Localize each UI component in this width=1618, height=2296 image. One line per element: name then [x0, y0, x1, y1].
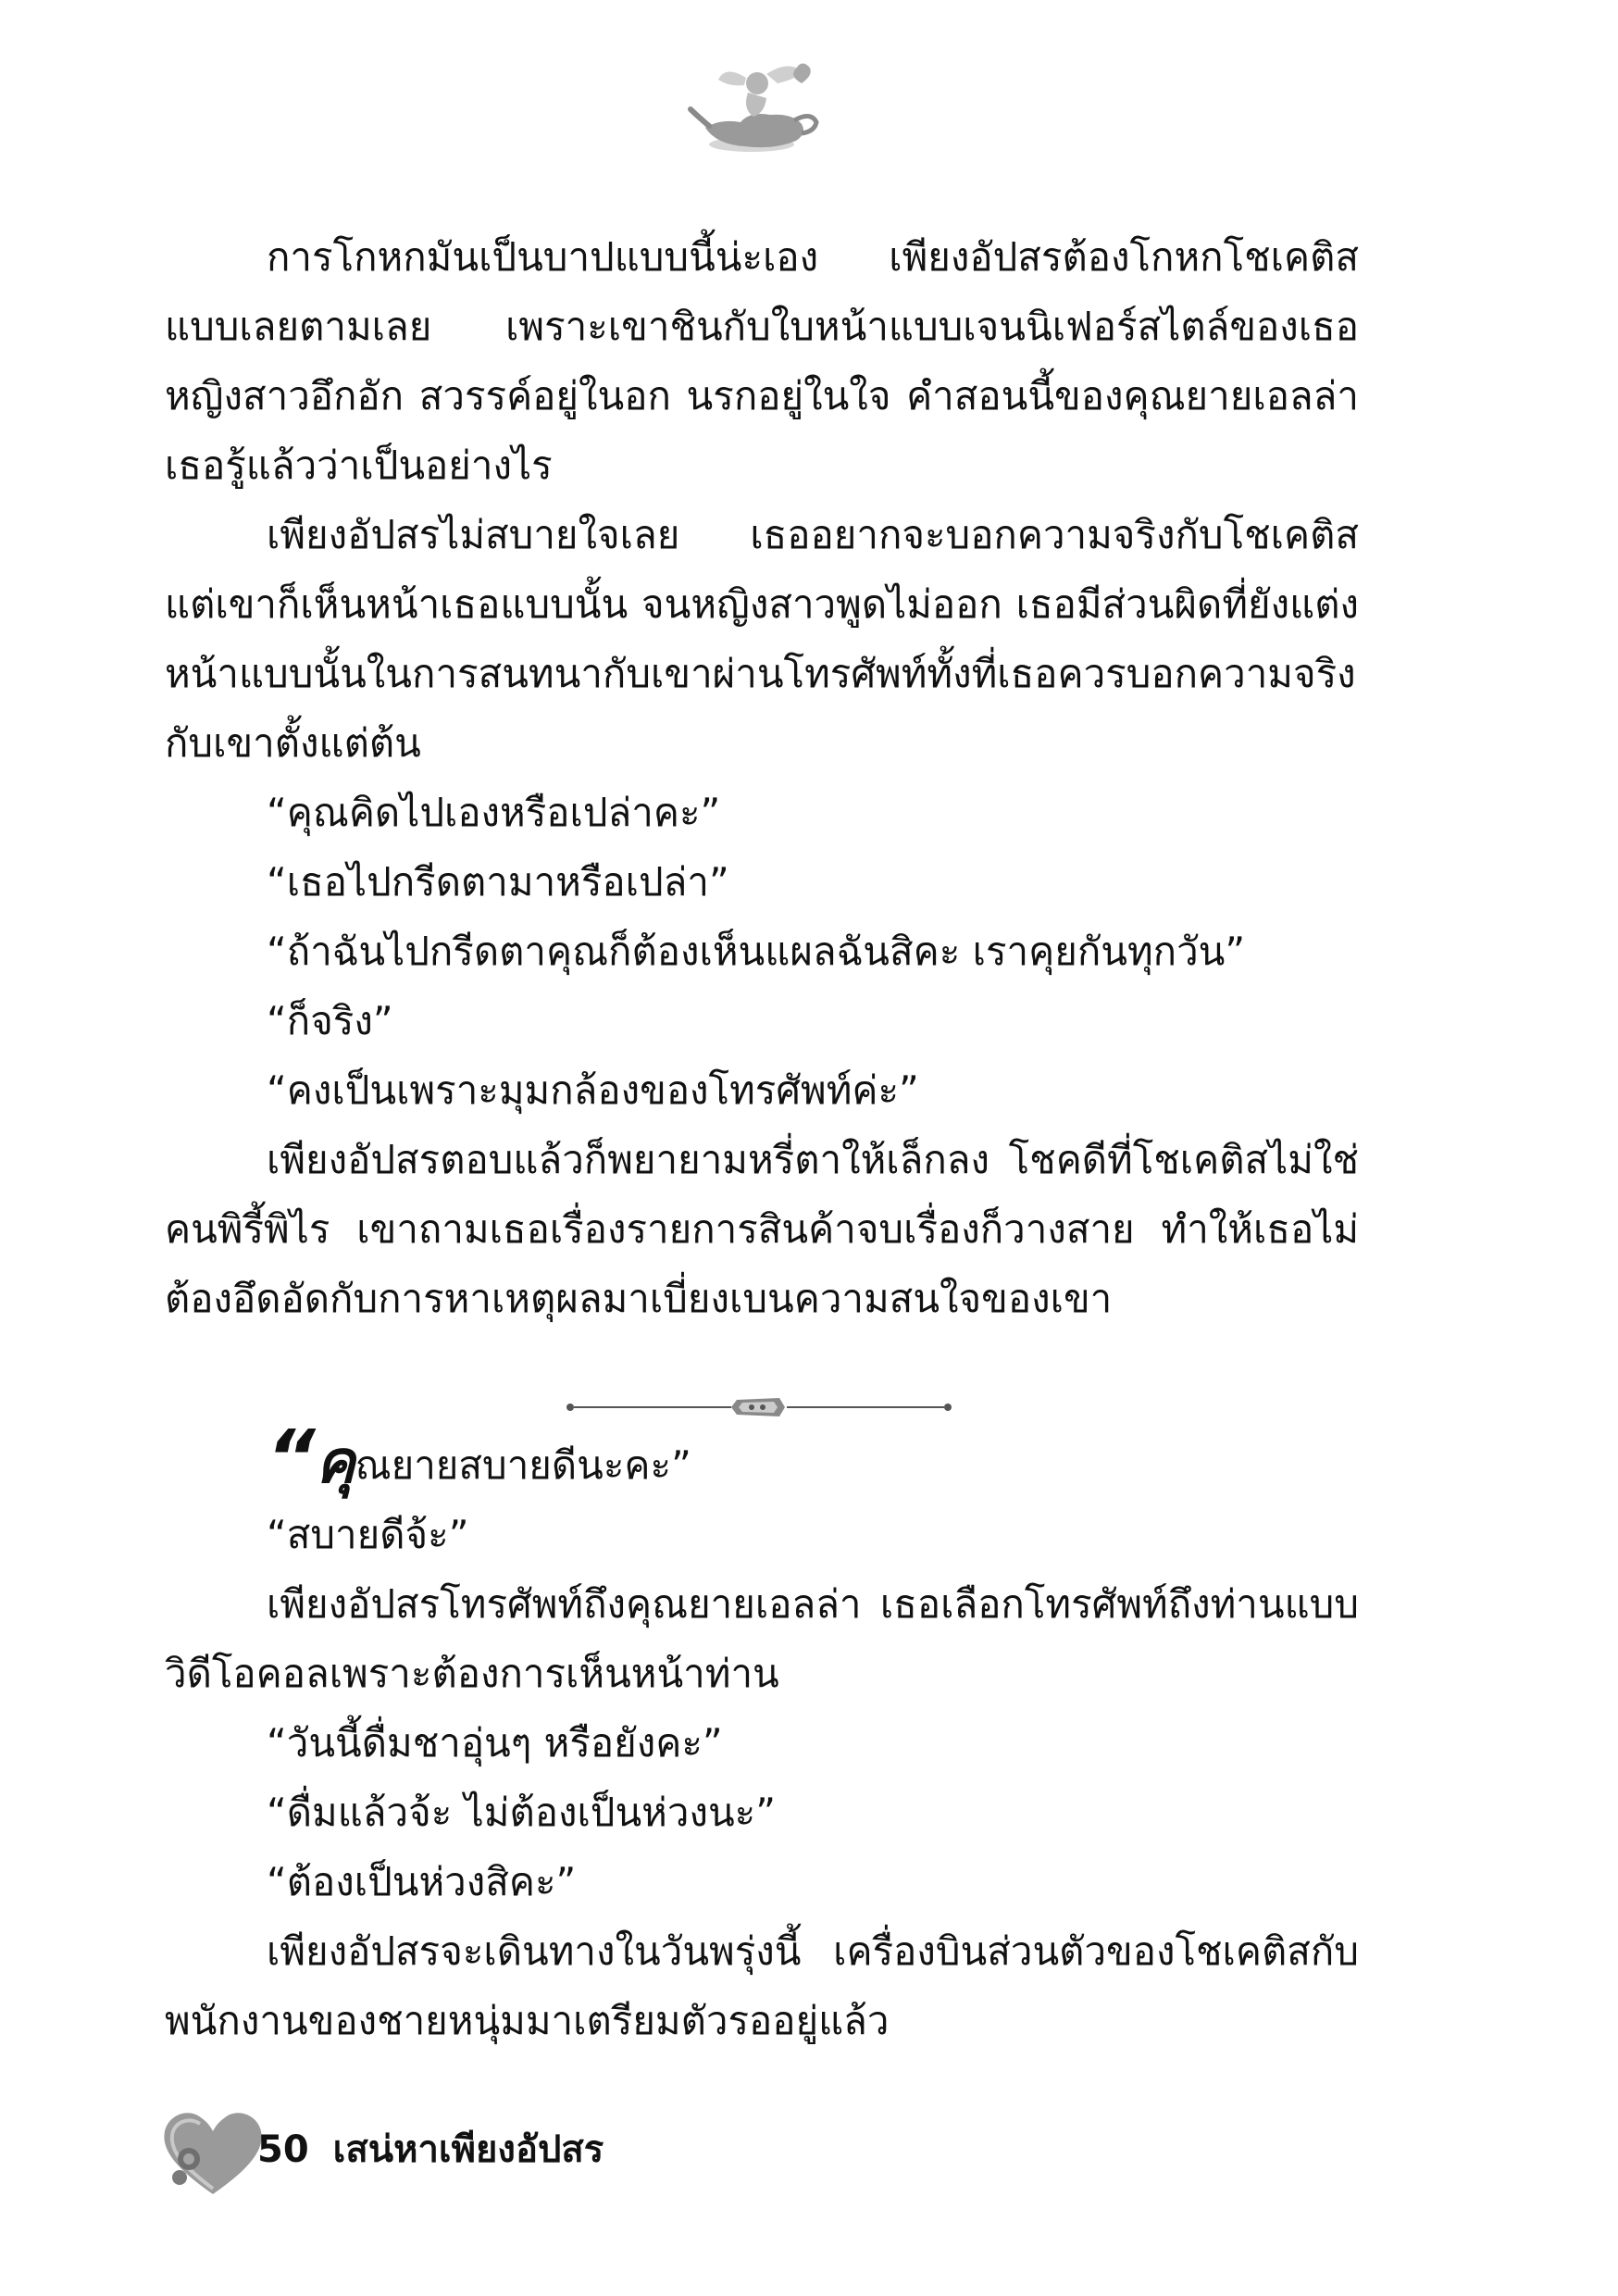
paragraph: การโกหกมันเป็นบาปแบบนี้น่ะเอง เพียงอัปสรต้องโกหกโชเคติสแบบเลยตามเลย เพราะเขาชินกับใบหน้าแบบเจนนิเฟอร์สไตล์ของเธอ หญิงสาวอึกอัก สวรรค์อยู่ในอก นรกอยู่ในใจ คำสอนนี้ของคุณยายเอลล่าเธอรู้แล้วว่าเป็นอย่างไร: [165, 234, 1359, 488]
cupid-teapot-icon: [685, 56, 824, 167]
opening-line-rest: ณยายสบายดีนะคะ”: [355, 1442, 691, 1488]
scene-break-ornament-icon: [731, 1398, 785, 1416]
dialogue-line: “ก็จริง”: [267, 998, 393, 1043]
page-footer: [157, 2102, 805, 2213]
paragraph: เพียงอัปสรจะเดินทางในวันพรุ่งนี้ เครื่องบินส่วนตัวของโชเคติสกับพนักงานของชายหนุ่มมาเตรียมตัวรออยู่แล้ว: [165, 1928, 1359, 2043]
body-text-section-2: [165, 1415, 1359, 2055]
chapter-opening-line: [165, 1415, 1359, 1503]
heart-rose-icon: [157, 2102, 268, 2203]
book-title: เสน่หาเพียงอัปสร: [332, 2128, 604, 2171]
dialogue-line: “สบายดีจ้ะ”: [267, 1512, 469, 1557]
dialogue-line: “คงเป็นเพราะมุมกล้องของโทรศัพท์ค่ะ”: [267, 1067, 919, 1113]
scene-break-divider: [565, 1389, 953, 1426]
dialogue-line: “เธอไปกรีดตามาหรือเปล่า”: [267, 859, 729, 905]
drop-cap-quote: “: [267, 1415, 316, 1503]
footer-text: [257, 2122, 604, 2177]
paragraph: เพียงอัปสรตอบแล้วก็พยายามหรี่ตาให้เล็กลง โชคดีที่โชเคติสไม่ใช่คนพิรี้พิไร เขาถามเธอเรื่องรายการสินค้าจบเรื่องก็วางสาย ทำให้เธอไม่ต้องอึดอัดกับการหาเหตุผลมาเบี่ยงเบนความสนใจของเขา: [165, 1137, 1359, 1321]
page-number: 50: [257, 2128, 309, 2171]
dialogue-line: “วันนี้ดื่มชาอุ่นๆ หรือยังคะ”: [267, 1720, 723, 1766]
dialogue-line: “ถ้าฉันไปกรีดตาคุณก็ต้องเห็นแผลฉันสิคะ เราคุยกันทุกวัน”: [267, 929, 1246, 974]
dialogue-line: “ดื่มแล้วจ้ะ ไม่ต้องเป็นห่วงนะ”: [267, 1790, 776, 1835]
body-text-section-1: [165, 222, 1359, 1333]
paragraph: เพียงอัปสรไม่สบายใจเลย เธออยากจะบอกความจริงกับโชเคติส แต่เขาก็เห็นหน้าเธอแบบนั้น จนหญิงสาวพูดไม่ออก เธอมีส่วนผิดที่ยังแต่งหน้าแบบนั้นในการสนทนากับเขาผ่านโทรศัพท์ทั้งที่เธอควรบอกความจริงกับเขาตั้งแต่ต้น: [165, 512, 1359, 766]
paragraph: เพียงอัปสรโทรศัพท์ถึงคุณยายเอลล่า เธอเลือกโทรศัพท์ถึงท่านแบบวิดีโอคอลเพราะต้องการเห็นหน้าท่าน: [165, 1581, 1359, 1696]
dialogue-line: “ต้องเป็นห่วงสิคะ”: [267, 1859, 577, 1904]
drop-cap-letter: คุ: [315, 1429, 355, 1497]
dialogue-line: “คุณคิดไปเองหรือเปล่าคะ”: [267, 790, 721, 835]
